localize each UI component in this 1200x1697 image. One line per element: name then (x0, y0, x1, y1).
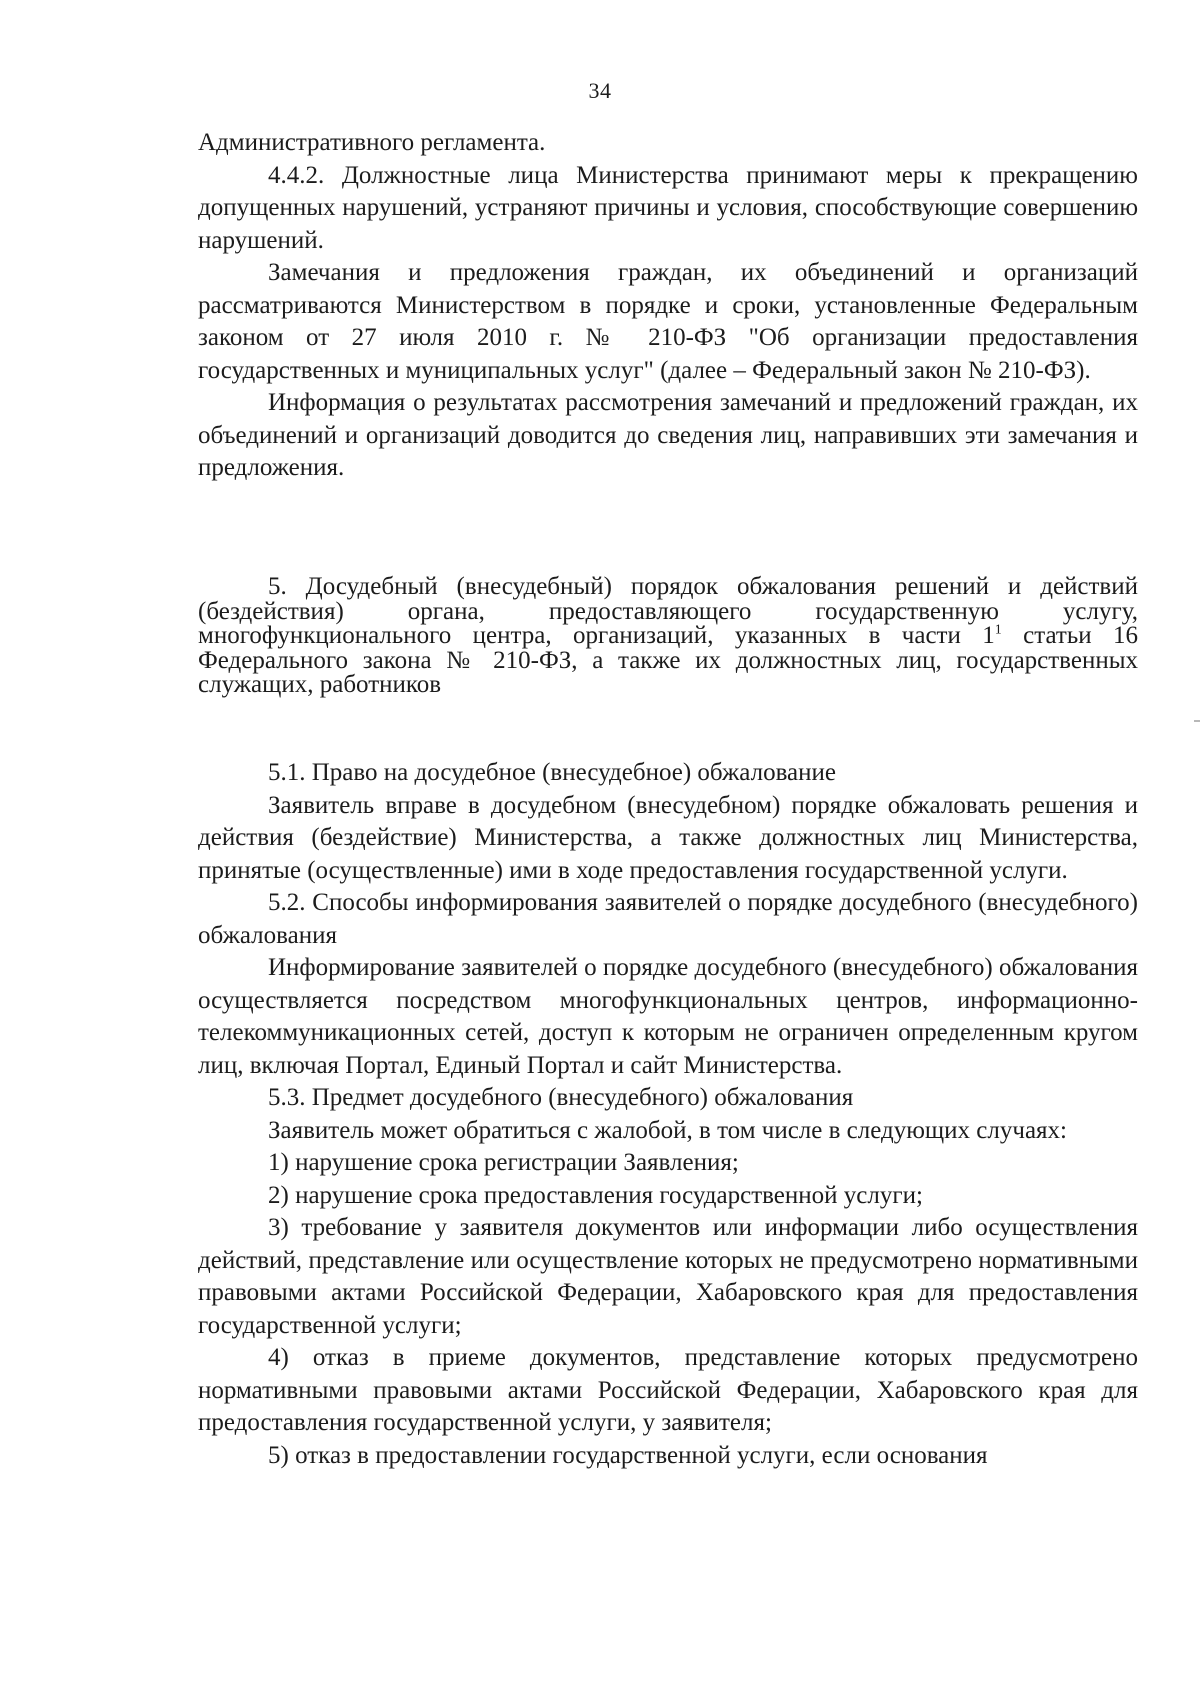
paragraph-4-4-2: 4.4.2. Должностные лица Министерства принимают меры к прекращению допущенных нарушений, устраняют причины и условия, способствующие совершению нарушений. (198, 161, 1138, 254)
section-5-heading (198, 575, 1138, 698)
list-item: 3) требование у заявителя документов или информации либо осуществления действий, представление или осуществление которых не предусмотрено нормативными правовыми актами Российской Федерации, Хабаровского края для предоставления государственной услуги; (198, 1214, 1138, 1339)
heading-5-3: 5.3. Предмет досудебного (внесудебного) обжалования (268, 1084, 854, 1111)
list-item: 5) отказ в предоставлении государственной услуги, если основания (268, 1441, 988, 1469)
scan-edge-mark (1194, 720, 1200, 722)
section-5-text (198, 757, 1138, 1472)
list-item: 1) нарушение срока регистрации Заявления; (268, 1149, 739, 1176)
paragraph-5-3: Заявитель может обратиться с жалобой, в том числе в следующих случаях: (268, 1116, 1067, 1144)
paragraph-remarks: Замечания и предложения граждан, их объединений и организаций рассматриваются Министерством в порядке и сроки, установленные Федеральным законом от 27 июля 2010 г. № 210-ФЗ "Об организации предоставления государственных и муниципальных услуг" (далее – Федеральный закон № 210-ФЗ). (198, 259, 1138, 384)
paragraph-5-1: Заявитель вправе в досудебном (внесудебном) порядке обжаловать решения и действия (бездействие) Министерства, а также должностных лиц Министерства, принятые (осуществленные) ими в ходе предоставления государственной услуги. (198, 791, 1138, 884)
heading-5-2: 5.2. Способы информирования заявителей о порядке досудебного (внесудебного) обжалования (198, 889, 1138, 949)
paragraph-info: Информация о результатах рассмотрения замечаний и предложений граждан, их объединений и организаций доводится до сведения лиц, направивших эти замечания и предложения. (198, 389, 1138, 481)
intro-tail-paragraph: Административного регламента. (198, 129, 546, 156)
section-5-title (198, 575, 1138, 698)
paragraph-5-2: Информирование заявителей о порядке досудебного (внесудебного) обжалования осуществляется посредством многофункциональных центров, информационно-телекоммуникационных сетей, доступ к которым не ограничен определенным кругом лиц, включая Портал, Единый Портал и сайт Министерства. (198, 954, 1138, 1079)
section-5-title-part2: статьи 16 Федерального закона № 210-ФЗ, а также их должностных лиц, государственных служащих, работников (198, 622, 1139, 698)
section-4-text (198, 127, 1138, 485)
heading-5-1: 5.1. Право на досудебное (внесудебное) обжалование (268, 759, 837, 786)
page-number: 34 (588, 78, 612, 103)
list-item: 2) нарушение срока предоставления государственной услуги; (268, 1181, 923, 1209)
list-item: 4) отказ в приеме документов, представление которых предусмотрено нормативными правовыми актами Российской Федерации, Хабаровского края для предоставления государственной услуги, у заявителя; (198, 1344, 1138, 1436)
section-5-title-part1: 5. Досудебный (внесудебный) порядок обжалования решений и действий (бездействия) органа, предоставляющего государственную услугу, многофункционального центра, организаций, указанных в части 1 (198, 573, 1138, 649)
section-5-title-superscript: 1 (994, 622, 1002, 638)
